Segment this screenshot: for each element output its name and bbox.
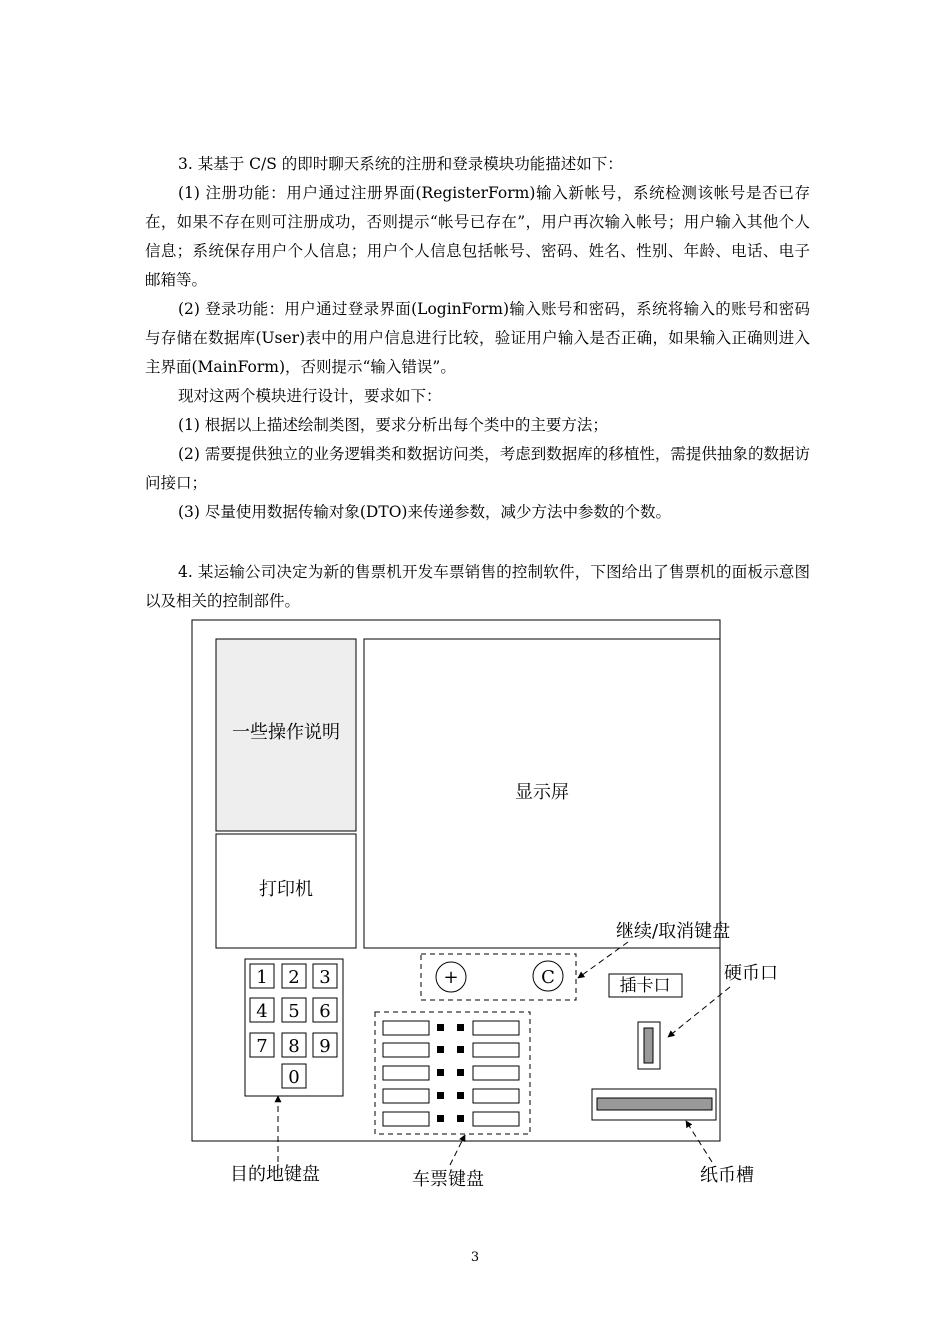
instructions-label: 一些操作说明: [232, 722, 340, 743]
label-bill-slot: 纸币槽: [700, 1165, 754, 1186]
indicator-dot: [457, 1069, 464, 1076]
q3-requirement-1: (1) 根据以上描述绘制类图，要求分析出每个类中的主要方法；: [178, 416, 608, 434]
ticket-button-right-1[interactable]: [473, 1021, 519, 1035]
display-label: 显示屏: [515, 782, 569, 803]
indicator-dot: [457, 1024, 464, 1031]
ticket-machine-panel-diagram: [150, 612, 800, 1202]
bill-slot-opening: [597, 1098, 712, 1110]
printer-label: 打印机: [259, 879, 313, 900]
indicator-dot: [437, 1046, 444, 1053]
arrow-ticket-keyboard: [450, 1135, 465, 1165]
ticket-button-right-4[interactable]: [473, 1089, 519, 1103]
indicator-dot: [457, 1046, 464, 1053]
page-number: 3: [470, 1250, 480, 1265]
label-coin-slot: 硬币口: [724, 963, 778, 984]
key-6-label: 6: [319, 1001, 331, 1022]
ticket-button-right-5[interactable]: [473, 1112, 519, 1126]
key-0-label: 0: [288, 1067, 300, 1088]
indicator-dot: [437, 1024, 444, 1031]
q3-register-paragraph: (1) 注册功能：用户通过注册界面(RegisterForm)输入新帐号，系统检测该帐号是否已存在，如果不存在则可注册成功，否则提示“帐号已存在”，用户再次输入帐号；用户输入其他个人信息；系统保存用户个人信息；用户个人信息包括帐号、密码、姓名、性别、年龄、电话、电子邮箱等。: [145, 184, 810, 289]
ticket-button-left-1[interactable]: [383, 1021, 429, 1035]
q3-intro: 3. 某基于 C/S 的即时聊天系统的注册和登录模块功能描述如下：: [178, 155, 623, 173]
ticket-button-right-2[interactable]: [473, 1043, 519, 1057]
ticket-button-left-3[interactable]: [383, 1066, 429, 1080]
key-3-label: 3: [319, 967, 331, 988]
key-7-label: 7: [256, 1036, 268, 1057]
label-destination-keypad: 目的地键盘: [230, 1164, 320, 1185]
ticket-buttons: [383, 1021, 519, 1126]
label-continue-cancel-keyboard: 继续/取消键盘: [616, 921, 731, 942]
q3-requirement-2: (2) 需要提供独立的业务逻辑类和数据访问类，考虑到数据库的移植性，需提供抽象的数据访问接口；: [145, 445, 810, 492]
ticket-button-right-3[interactable]: [473, 1066, 519, 1080]
q4-intro: 4. 某运输公司决定为新的售票机开发车票销售的控制软件，下图给出了售票机的面板示意图以及相关的控制部件。: [145, 563, 810, 610]
key-2-label: 2: [288, 967, 300, 988]
key-5-label: 5: [288, 1001, 300, 1022]
coin-slot-opening: [644, 1028, 653, 1063]
indicator-dot: [457, 1092, 464, 1099]
q3-requirement-3: (3) 尽量使用数据传输对象(DTO)来传递参数，减少方法中参数的个数。: [178, 503, 671, 521]
indicator-dot: [437, 1092, 444, 1099]
key-4-label: 4: [256, 1001, 268, 1022]
ticket-button-left-5[interactable]: [383, 1112, 429, 1126]
indicator-dot: [437, 1115, 444, 1122]
label-ticket-keyboard: 车票键盘: [412, 1169, 484, 1190]
q3-login-paragraph: (2) 登录功能：用户通过登录界面(LoginForm)输入账号和密码，系统将输入的账号和密码与存储在数据库(User)表中的用户信息进行比较，验证用户输入是否正确，如果输入正确则进入主界面(MainForm)，否则提示“输入错误”。: [145, 300, 810, 376]
indicator-dot: [457, 1115, 464, 1122]
key-8-label: 8: [288, 1036, 300, 1057]
ticket-button-left-2[interactable]: [383, 1043, 429, 1057]
indicator-dot: [437, 1069, 444, 1076]
q3-requirements-intro: 现对这两个模块进行设计，要求如下：: [178, 387, 442, 405]
card-slot-label: 插卡口: [619, 976, 671, 996]
key-1-label: 1: [256, 967, 268, 988]
ticket-button-left-4[interactable]: [383, 1089, 429, 1103]
keypad-keys: [250, 964, 337, 1088]
key-9-label: 9: [319, 1036, 331, 1057]
plus-button-label: +: [443, 967, 459, 988]
arrow-continue-cancel: [578, 942, 628, 978]
cancel-button-label: C: [541, 967, 555, 988]
